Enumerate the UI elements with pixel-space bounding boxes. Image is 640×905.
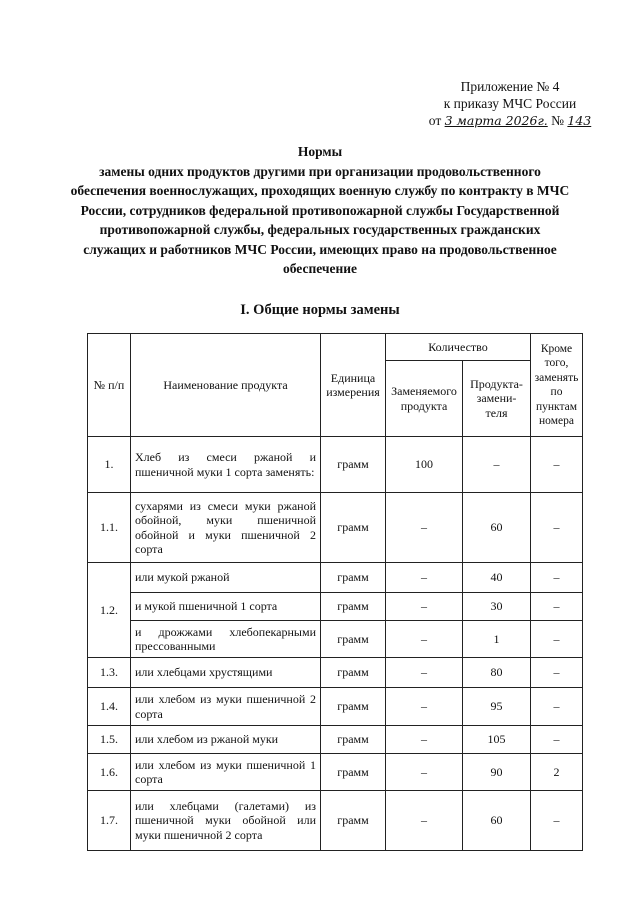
row-num: 1.4.: [88, 688, 131, 726]
row-unit: грамм: [321, 437, 386, 493]
row-name: и мукой пшеничной 1 сорта: [131, 593, 321, 621]
row-replacement: 80: [463, 658, 531, 688]
row-replacement: 95: [463, 688, 531, 726]
row-unit: грамм: [321, 621, 386, 658]
title-body: замены одних продуктов другими при организации продовольственного обеспечения военнослужащих, проходящих военную службу по контракту в МЧС России, сотрудников федеральной противопожарной службы Государственной противопожарной службы, федеральных государственных гражданских служащих и работников МЧС России, имеющих право на продовольственное обеспечение: [70, 163, 570, 276]
table-row: [88, 593, 583, 621]
title-heading: Нормы: [297, 144, 343, 159]
row-name: Хлеб из смеси ржаной и пшеничной муки 1 сорта заменять:: [131, 437, 321, 493]
header-besides: Кроме того, заменять по пунктам номера: [531, 334, 583, 437]
row-num: 1.3.: [88, 658, 131, 688]
row-replaced: –: [386, 621, 463, 658]
row-besides: –: [531, 791, 583, 851]
row-replacement: 60: [463, 791, 531, 851]
handwritten-date: 3 марта 2026г.: [444, 113, 548, 128]
row-replacement: 105: [463, 726, 531, 754]
row-unit: грамм: [321, 493, 386, 563]
header-replaced: Заменяемого продукта: [386, 361, 463, 437]
row-besides: 2: [531, 754, 583, 791]
row-replaced: 100: [386, 437, 463, 493]
row-replaced: –: [386, 493, 463, 563]
row-num: 1.2.: [88, 563, 131, 658]
row-num: 1.7.: [88, 791, 131, 851]
row-name: сухарями из смеси муки ржаной обойной, муки пшеничной обойной и муки пшеничной 2 сорта: [131, 493, 321, 563]
row-replaced: –: [386, 791, 463, 851]
row-besides: –: [531, 437, 583, 493]
number-label: №: [551, 113, 564, 128]
document-title: [70, 142, 570, 279]
table-row: [88, 658, 583, 688]
row-num: 1.6.: [88, 754, 131, 791]
row-unit: грамм: [321, 791, 386, 851]
from-label: от: [428, 113, 442, 128]
row-besides: –: [531, 658, 583, 688]
row-name: или хлебом из муки пшеничной 2 сорта: [131, 688, 321, 726]
row-replacement: 40: [463, 563, 531, 593]
table-row: [88, 791, 583, 851]
row-name: или хлебом из ржаной муки: [131, 726, 321, 754]
row-replacement: 1: [463, 621, 531, 658]
row-num: 1.1.: [88, 493, 131, 563]
row-replaced: –: [386, 563, 463, 593]
row-name: или мукой ржаной: [131, 563, 321, 593]
row-unit: грамм: [321, 754, 386, 791]
section-title: I. Общие нормы замены: [240, 302, 400, 318]
row-replaced: –: [386, 726, 463, 754]
handwritten-number: 143: [567, 113, 592, 128]
row-replacement: 30: [463, 593, 531, 621]
header-quantity: Количество: [386, 334, 531, 361]
row-besides: –: [531, 593, 583, 621]
table-row: [88, 688, 583, 726]
header-num: № п/п: [88, 334, 131, 437]
row-unit: грамм: [321, 593, 386, 621]
row-replaced: –: [386, 593, 463, 621]
row-unit: грамм: [321, 688, 386, 726]
row-unit: грамм: [321, 726, 386, 754]
header-replacement: Продукта-замени-теля: [463, 361, 531, 437]
row-besides: –: [531, 563, 583, 593]
table-row: [88, 493, 583, 563]
row-name: или хлебцами хрустящими: [131, 658, 321, 688]
row-replacement: –: [463, 437, 531, 493]
norms-table: [87, 333, 583, 851]
row-name: и дрожжами хлебопекарными прессованными: [131, 621, 321, 658]
appendix-date-line: [400, 112, 620, 129]
row-besides: –: [531, 493, 583, 563]
row-besides: –: [531, 688, 583, 726]
header-unit: Единица измерения: [321, 334, 386, 437]
table-row: [88, 563, 583, 593]
row-num: 1.: [88, 437, 131, 493]
header-name: Наименование продукта: [131, 334, 321, 437]
table-row: [88, 754, 583, 791]
table-row: [88, 726, 583, 754]
row-name: или хлебом из муки пшеничной 1 сорта: [131, 754, 321, 791]
row-replacement: 60: [463, 493, 531, 563]
row-replaced: –: [386, 754, 463, 791]
row-replaced: –: [386, 658, 463, 688]
row-name: или хлебцами (галетами) из пшеничной муки обойной или муки пшеничной 2 сорта: [131, 791, 321, 851]
appendix-header: [400, 78, 620, 129]
table-row: [88, 437, 583, 493]
appendix-line2: к приказу МЧС России: [443, 96, 577, 111]
row-replaced: –: [386, 688, 463, 726]
row-replacement: 90: [463, 754, 531, 791]
appendix-line1: Приложение № 4: [460, 79, 560, 94]
row-unit: грамм: [321, 658, 386, 688]
row-unit: грамм: [321, 563, 386, 593]
row-num: 1.5.: [88, 726, 131, 754]
row-besides: –: [531, 726, 583, 754]
row-besides: –: [531, 621, 583, 658]
table-row: [88, 621, 583, 658]
